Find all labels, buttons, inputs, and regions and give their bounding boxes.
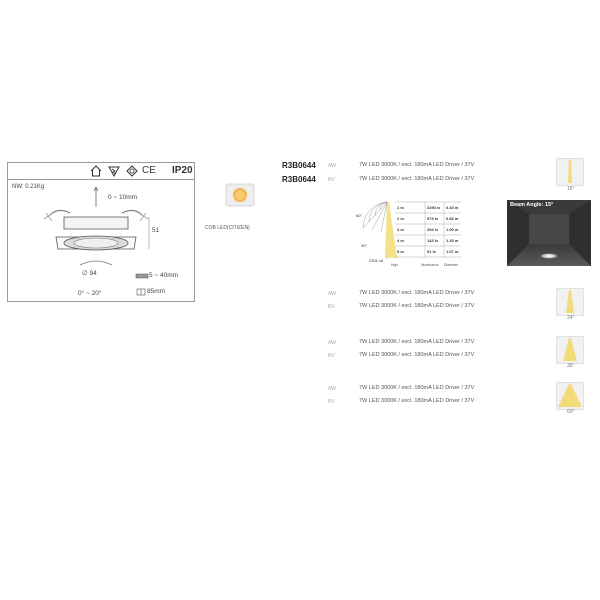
- cutout-size: 85mm: [147, 288, 166, 295]
- distance-cell: 2 m: [397, 216, 404, 221]
- fixture-diameter: ∅ 94: [82, 270, 97, 277]
- diameter-cell: 1.00 m: [446, 227, 459, 232]
- polar-angle-30: 30°: [361, 243, 368, 248]
- rotation-range: 0° ~ 20°: [78, 290, 102, 297]
- distance-cell: 1 m: [397, 205, 404, 210]
- diameter-cell: 0.66 m: [446, 216, 459, 221]
- version-code: AW: [328, 340, 336, 346]
- beam-15-icon: [556, 158, 584, 186]
- spec-description: 7W LED 3000K / excl. 180mA LED Driver / 37V: [359, 385, 475, 391]
- column-footer: Diameter: [444, 263, 459, 267]
- fixture-height: 51: [152, 227, 160, 234]
- version-code: AW: [328, 163, 336, 169]
- diameter-cell: 1.33 m: [446, 238, 459, 243]
- beam-36-icon: [556, 336, 584, 364]
- cob-led-image: [220, 180, 260, 210]
- ce-mark: CE: [142, 165, 156, 176]
- beam-60-icon: [556, 382, 584, 410]
- distance-cell: 4 m: [397, 238, 404, 243]
- spec-description: 7W LED 3000K / excl. 180mA LED Driver / 37V: [359, 352, 475, 358]
- cob-led-label: COB LED(CITIZEN): [205, 225, 250, 231]
- diameter-cell: 0.33 m: [446, 205, 459, 210]
- illuminance-cell: 2293 lx: [427, 205, 441, 210]
- class-icon: [126, 165, 138, 177]
- model-number: R3B0644: [282, 175, 316, 184]
- distance-cell: 3 m: [397, 227, 404, 232]
- version-code: BV: [328, 177, 335, 183]
- beam-angle-label: 36°: [567, 363, 575, 369]
- photometric-table: [356, 200, 461, 270]
- cutout-icon: [136, 288, 146, 296]
- spec-description: 7W LED 3000K / excl. 180mA LED Driver / 37V: [359, 290, 475, 296]
- certification-bar: [8, 163, 194, 180]
- ip-rating: IP20: [172, 165, 193, 176]
- beam-angle-label: 15°: [567, 186, 575, 192]
- beam-24-icon: [556, 288, 584, 316]
- candela-value: 2301 cd: [369, 258, 384, 263]
- column-footer: Illuminance: [421, 263, 439, 267]
- version-code: BV: [328, 399, 335, 405]
- home-icon: [90, 165, 102, 177]
- fixture-drawing: [36, 185, 156, 270]
- spec-description: 7W LED 3000K / excl. 180mA LED Driver / 37V: [359, 303, 475, 309]
- spec-card: [7, 162, 195, 302]
- version-code: BV: [328, 353, 335, 359]
- illuminance-cell: 143 lx: [427, 238, 439, 243]
- ceiling-thickness-icon: [135, 272, 149, 280]
- spec-description: 7W LED 3000K / excl. 180mA LED Driver / 37V: [359, 398, 475, 404]
- beam-angle-label: 60°: [567, 409, 575, 415]
- illuminance-cell: 254 lx: [427, 227, 439, 232]
- net-weight: NW: 0.21Kg: [12, 184, 45, 190]
- polar-angle-60: 60°: [356, 213, 363, 218]
- beam-render-image: [507, 200, 591, 266]
- distance-cell: 5 m: [397, 249, 404, 254]
- diameter-cell: 1.67 m: [446, 249, 459, 254]
- illuminance-cell: 573 lx: [427, 216, 439, 221]
- beam-angle-label: 24°: [567, 315, 575, 321]
- version-code: AW: [328, 291, 336, 297]
- model-number: R3B0644: [282, 161, 316, 170]
- tilt-travel: 0 ~ 10mm: [108, 194, 138, 201]
- column-footer: High: [391, 263, 399, 267]
- spec-description: 7W LED 3000K / excl. 180mA LED Driver / 37V: [359, 176, 475, 182]
- version-code: BV: [328, 304, 335, 310]
- version-code: AW: [328, 386, 336, 392]
- beam-render-title: Beam Angle: 15°: [510, 202, 554, 208]
- driver-triangle-icon: [108, 165, 120, 177]
- illuminance-cell: 91 lx: [427, 249, 436, 254]
- spec-description: 7W LED 3000K / excl. 180mA LED Driver / 37V: [359, 339, 475, 345]
- ceiling-thickness: 5 ~ 40mm: [149, 272, 179, 279]
- spec-description: 7W LED 3000K / excl. 180mA LED Driver / 37V: [359, 162, 475, 168]
